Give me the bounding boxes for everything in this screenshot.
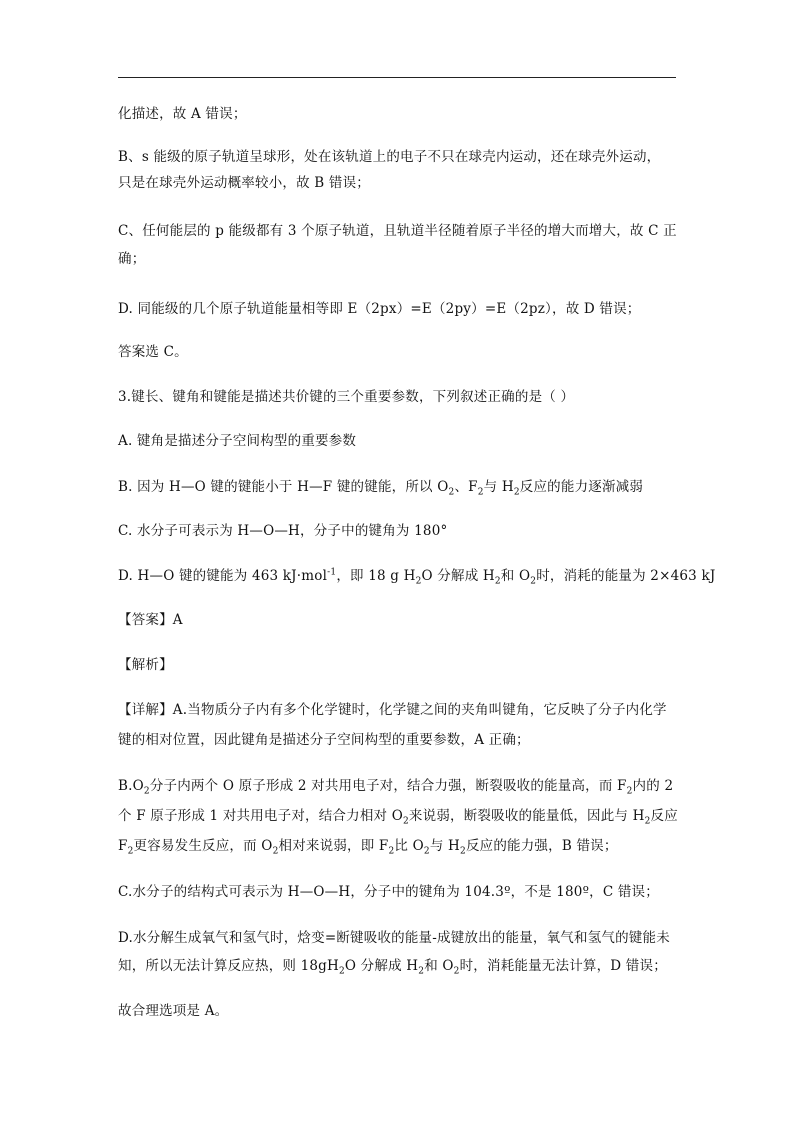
text-line-6: D. 同能级的几个原子轨道能量相等即 E（2px）=E（2py）=E（2pz），故 D 错误； [118,301,641,317]
explanation-part: 相对来说弱，即 F [278,838,389,854]
text-line-7: 答案选 C。 [118,344,188,360]
explanation-part: 内的 2 [632,778,674,794]
subscript: 2 [127,846,134,857]
option-b-part: B. 因为 H—O 键的键能小于 H—F 键的键能，所以 O [118,479,449,495]
subscript: 2 [644,816,651,827]
explanation-part: 时，消耗能量无法计算，D 错误； [459,958,667,974]
subscript: 2 [418,966,425,977]
subscript: 2 [388,846,395,857]
analysis-label: 【解析】 [118,657,173,673]
text-line-4: C、任何能层的 p 能级都有 3 个原子轨道，且轨道半径随着原子半径的增大而增大，故 C 正 [118,223,677,239]
answer-label: 【答案】A [118,612,183,628]
explanation-line-3 [118,776,673,796]
header-rule [118,77,676,78]
explanation-line-7: D.水分解生成氧气和氢气时，焓变=断键吸收的能量-成键放出的能量，氧气和氢气的键能未 [118,930,670,946]
explanation-part: B.O [118,778,144,794]
explanation-part: 比 O [394,838,424,854]
conclusion-line: 故合理选项是 A。 [118,1003,229,1019]
subscript: 2 [402,816,409,827]
option-b-part: 与 H [483,479,514,495]
explanation-line-2: 键的相对位置，因此键角是描述分子空间构型的重要参数，A 正确； [118,732,530,748]
explanation-line-5 [118,836,618,856]
subscript: 2 [530,576,537,587]
explanation-line-1: 【详解】A.当物质分子内有多个化学键时，化学键之间的夹角叫键角，它反映了分子内化学 [118,702,667,718]
superscript: -1 [327,567,337,578]
explanation-part: F [118,838,128,854]
subscript: 2 [453,966,460,977]
text-line-1: 化描述，故 A 错误； [118,106,247,122]
explanation-part: 和 O [424,958,454,974]
question-stem: 3.键长、键角和键能是描述共价键的三个重要参数，下列叙述正确的是（ ） [118,389,575,405]
option-d [118,566,715,586]
subscript: 2 [494,576,501,587]
option-b-part: 、F [454,479,478,495]
option-d-part: 时，消耗的能量为 2×463 kJ [536,568,716,584]
explanation-line-4 [118,806,678,826]
subscript: 2 [423,846,430,857]
explanation-line-6: C.水分子的结构式可表示为 H—O—H，分子中的键角为 104.3º，不是 180º，C 错误； [118,884,659,900]
subscript: 2 [513,487,520,498]
subscript: 2 [143,786,150,797]
subscript: 2 [415,576,422,587]
explanation-part: 知，所以无法计算反应热，则 18gH [118,958,339,974]
option-a: A. 键角是描述分子空间构型的重要参数 [118,433,357,449]
explanation-line-8 [118,956,667,976]
text-line-2: B、s 能级的原子轨道呈球形，处在该轨道上的电子不只在球壳内运动，还在球壳外运动， [118,149,661,165]
option-d-part: ，即 18 g H [336,568,416,584]
explanation-part: 分子内两个 O 原子形成 2 对共用电子对，结合力强，断裂吸收的能量高，而 F [149,778,627,794]
subscript: 2 [477,487,484,498]
subscript: 2 [460,846,466,857]
option-d-part: D. H—O 键的键能为 463 kJ·mol [118,568,328,584]
option-b-part: 反应的能力逐渐减弱 [519,479,644,495]
subscript: 2 [272,846,279,857]
subscript: 2 [626,786,633,797]
option-d-part: O 分解成 H [421,568,495,584]
text-line-5: 确； [118,251,146,267]
explanation-part: 与 H [429,838,460,854]
option-c: C. 水分子可表示为 H—O—H，分子中的键角为 180° [118,523,448,539]
explanation-part: 个 F 原子形成 1 对共用电子对，结合力相对 O [118,808,403,824]
subscript: 2 [338,966,345,977]
text-line-3: 只是在球壳外运动概率较小，故 B 错误； [118,175,371,191]
option-d-part: 和 O [500,568,531,584]
explanation-part: O 分解成 H [344,958,419,974]
subscript: 2 [448,487,455,498]
explanation-part: 反应 [650,808,678,824]
explanation-part: 更容易发生反应，而 O [133,838,273,854]
option-b [118,477,643,497]
explanation-part: 来说弱，断裂吸收的能量低，因此与 H [408,808,645,824]
explanation-part: 反应的能力强，B 错误； [465,838,618,854]
